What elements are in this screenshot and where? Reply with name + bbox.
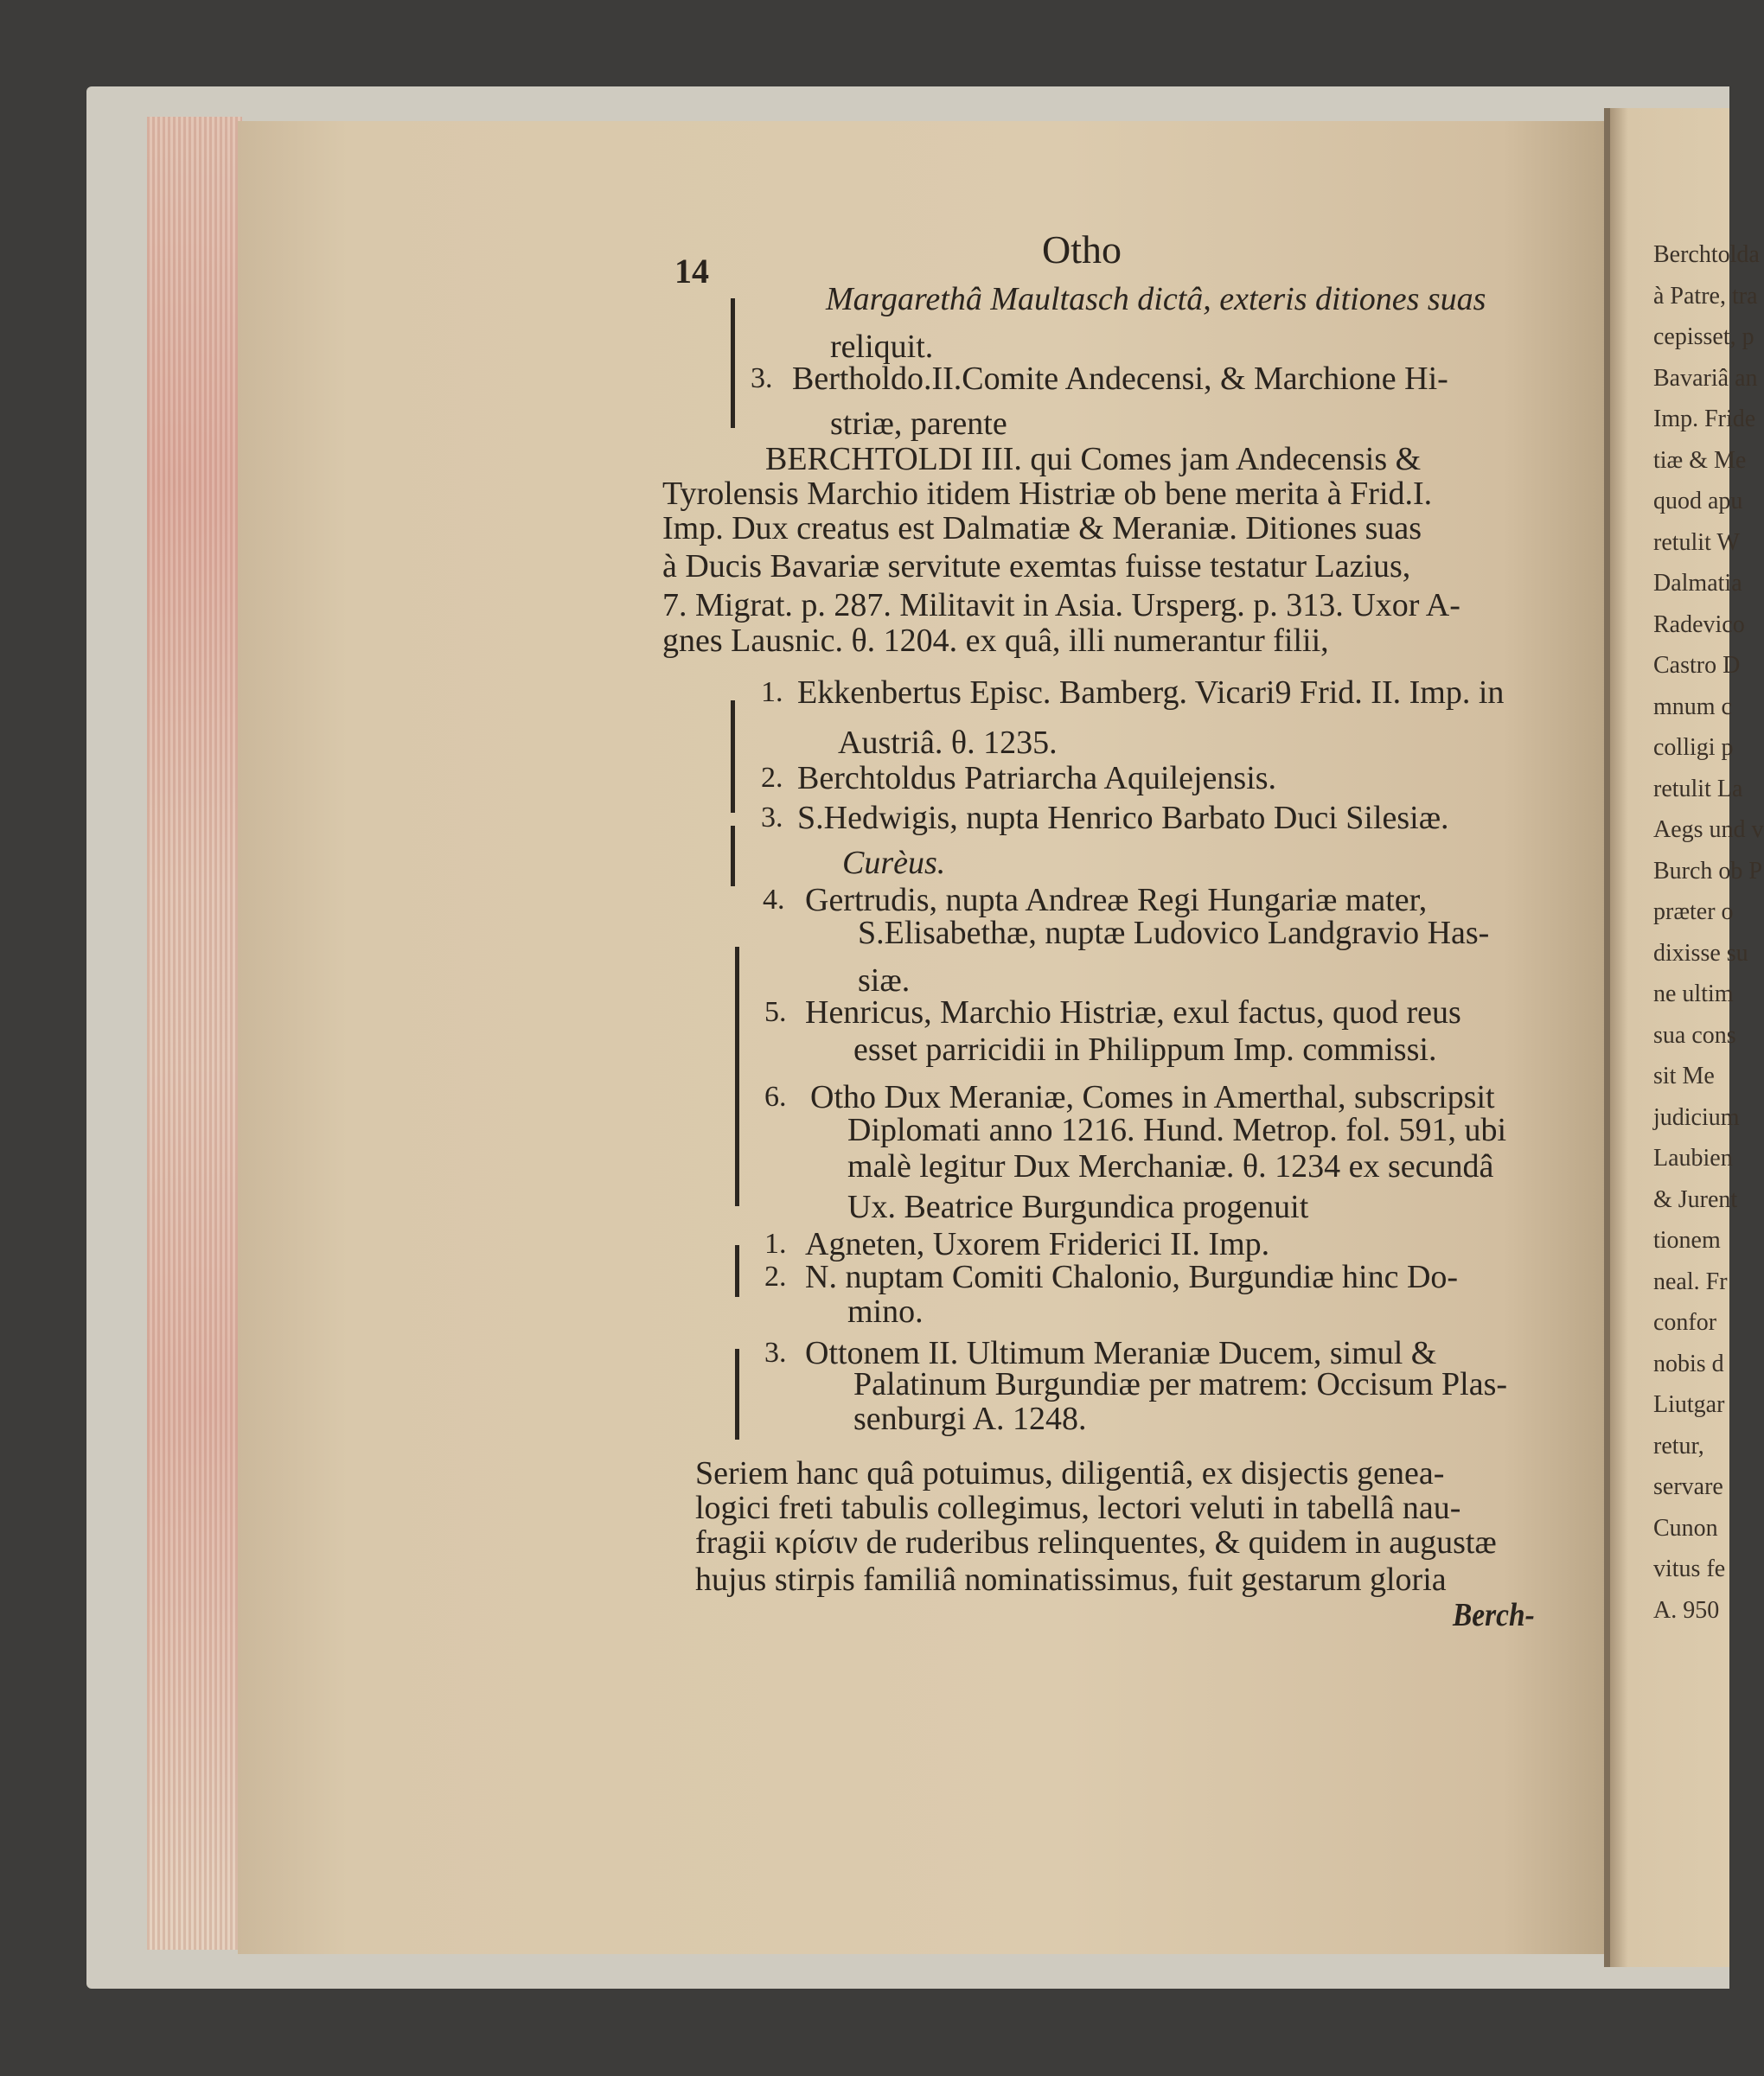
bracket: [735, 1349, 739, 1440]
text-line: Austriâ. θ. 1235.: [838, 725, 1058, 761]
text-line: hujus stirpis familiâ nominatissimus, fuit gestarum gloria: [695, 1562, 1447, 1598]
right-page-line: Radevico: [1653, 610, 1745, 638]
right-page-line: Cunon: [1653, 1514, 1718, 1542]
text-line: Agneten, Uxorem Friderici II. Imp.: [805, 1226, 1270, 1262]
right-page-line: confor: [1653, 1309, 1717, 1336]
right-page-line: præter o: [1653, 898, 1734, 925]
text-line: mino.: [847, 1294, 924, 1330]
running-head: Otho: [1042, 227, 1122, 271]
right-page-line: nobis d: [1653, 1350, 1724, 1377]
right-page-line: Dalmatia: [1653, 570, 1742, 597]
right-page-line: ne ultim: [1653, 981, 1734, 1007]
right-page-line: retur,: [1653, 1432, 1704, 1460]
right-page-line: servare: [1653, 1473, 1723, 1500]
text-line: malè legitur Dux Merchaniæ. θ. 1234 ex secundâ: [847, 1148, 1494, 1185]
bracket: [731, 700, 735, 813]
right-page-line: neal. Fr: [1653, 1268, 1728, 1295]
item-number: 3.: [751, 362, 773, 394]
text-line: S.Hedwigis, nupta Henrico Barbato Duci Silesiæ.: [797, 800, 1449, 836]
item-number: 3.: [764, 1337, 787, 1369]
text-line: Henricus, Marchio Histriæ, exul factus, quod reus: [805, 994, 1461, 1031]
text-line: S.Elisabethæ, nuptæ Ludovico Landgravio Has-: [858, 915, 1490, 951]
text-line: esset parricidii in Philippum Imp. commissi.: [853, 1032, 1437, 1068]
right-page-line: Castro D: [1653, 652, 1741, 679]
right-page-line: Aegs und v: [1653, 816, 1764, 843]
right-page-line: à Patre, tra: [1653, 282, 1758, 310]
right-page-line: dixisse su: [1653, 939, 1748, 967]
text-line: Palatinum Burgundiæ per matrem: Occisum Plas-: [853, 1366, 1508, 1402]
text-line: à Ducis Bavariæ servitute exemtas fuisse testatur Lazius,: [662, 548, 1411, 584]
text-line: Berchtoldus Patriarcha Aquilejensis.: [797, 760, 1277, 796]
text-line: Gertrudis, nupta Andreæ Regi Hungariæ mater,: [805, 882, 1428, 918]
item-number: 2.: [764, 1261, 787, 1293]
right-page-line: cepisset, p: [1653, 323, 1754, 350]
right-page-line: tiæ & Me: [1653, 446, 1747, 474]
text-line: N. nuptam Comiti Chalonio, Burgundiæ hinc Do-: [805, 1259, 1459, 1295]
right-page-line: retulit La: [1653, 775, 1743, 802]
right-page-line: mnum c: [1653, 693, 1732, 720]
item-number: 2.: [761, 762, 783, 794]
right-page-line: Berchtolda: [1653, 241, 1760, 268]
bracket: [731, 826, 735, 886]
right-page-line: judicium: [1653, 1103, 1740, 1131]
text-line: senburgi A. 1248.: [853, 1401, 1087, 1437]
text-line: Ux. Beatrice Burgundica progenuit: [847, 1189, 1309, 1225]
right-page-line: tionem: [1653, 1227, 1721, 1254]
right-page-line: Laubien: [1653, 1145, 1733, 1172]
right-page-line: colligi p: [1653, 734, 1734, 761]
text-line: reliquit.: [830, 329, 934, 365]
bracket: [735, 947, 739, 1206]
page-edges: [147, 117, 242, 1950]
right-page-line: Liutgar: [1653, 1391, 1725, 1418]
right-page-line: & Jurent: [1653, 1185, 1738, 1213]
bracket: [735, 1245, 739, 1297]
text-line: Ekkenbertus Episc. Bamberg. Vicari9 Frid. II. Imp. in: [797, 674, 1505, 711]
text-line: Imp. Dux creatus est Dalmatiæ & Meraniæ. Ditiones suas: [662, 510, 1422, 546]
item-number: 1.: [764, 1228, 787, 1260]
text-line: Bertholdo.II.Comite Andecensi, & Marchione Hi-: [792, 361, 1448, 397]
item-number: 3.: [761, 802, 783, 834]
text-line: Otho Dux Meraniæ, Comes in Amerthal, subscripsit: [810, 1079, 1495, 1115]
text-line: 7. Migrat. p. 287. Militavit in Asia. Ursperg. p. 313. Uxor A-: [662, 587, 1460, 623]
item-number: 1.: [761, 676, 783, 708]
text-line: BERCHTOLDI III. qui Comes jam Andecensis &: [765, 441, 1422, 477]
item-number: 6.: [764, 1081, 787, 1113]
text-line: Ottonem II. Ultimum Meraniæ Ducem, simul &: [805, 1335, 1437, 1371]
item-number: 5.: [764, 996, 787, 1028]
text-line: striæ, parente: [830, 406, 1007, 442]
catchword: Berch-: [1453, 1597, 1535, 1633]
item-number: 4.: [763, 884, 785, 916]
text-line: Curèus.: [842, 845, 946, 881]
text-line: Seriem hanc quâ potuimus, diligentiâ, ex disjectis genea-: [695, 1455, 1445, 1492]
text-line: Margarethâ Maultasch dictâ, exteris ditiones suas: [826, 281, 1486, 317]
right-page-line: Bavariâ an: [1653, 364, 1758, 392]
text-line: Tyrolensis Marchio itidem Histriæ ob bene merita à Frid.I.: [662, 476, 1433, 512]
right-page-line: vitus fe: [1653, 1555, 1726, 1582]
page-number: 14: [674, 252, 709, 291]
text-line: gnes Lausnic. θ. 1204. ex quâ, illi numerantur filii,: [662, 623, 1329, 659]
right-page-line: A. 950: [1653, 1596, 1720, 1624]
text-line: fragii κρίσιν de ruderibus relinquentes, & quidem in augustæ: [695, 1524, 1497, 1561]
text-line: logici freti tabulis collegimus, lectori veluti in tabellâ nau-: [695, 1490, 1461, 1526]
text-line: Diplomati anno 1216. Hund. Metrop. fol. 591, ubi: [847, 1112, 1507, 1148]
right-page-line: Imp. Fride: [1653, 406, 1756, 432]
right-page-line: retulit W: [1653, 528, 1740, 556]
bracket: [731, 298, 735, 428]
right-page-line: Burch ob P: [1653, 857, 1762, 885]
right-page-line: sua cons: [1653, 1021, 1736, 1049]
right-page-line: quod apu: [1653, 488, 1743, 514]
right-page-line: sit Me: [1653, 1063, 1715, 1089]
text-line: siæ.: [858, 962, 911, 999]
